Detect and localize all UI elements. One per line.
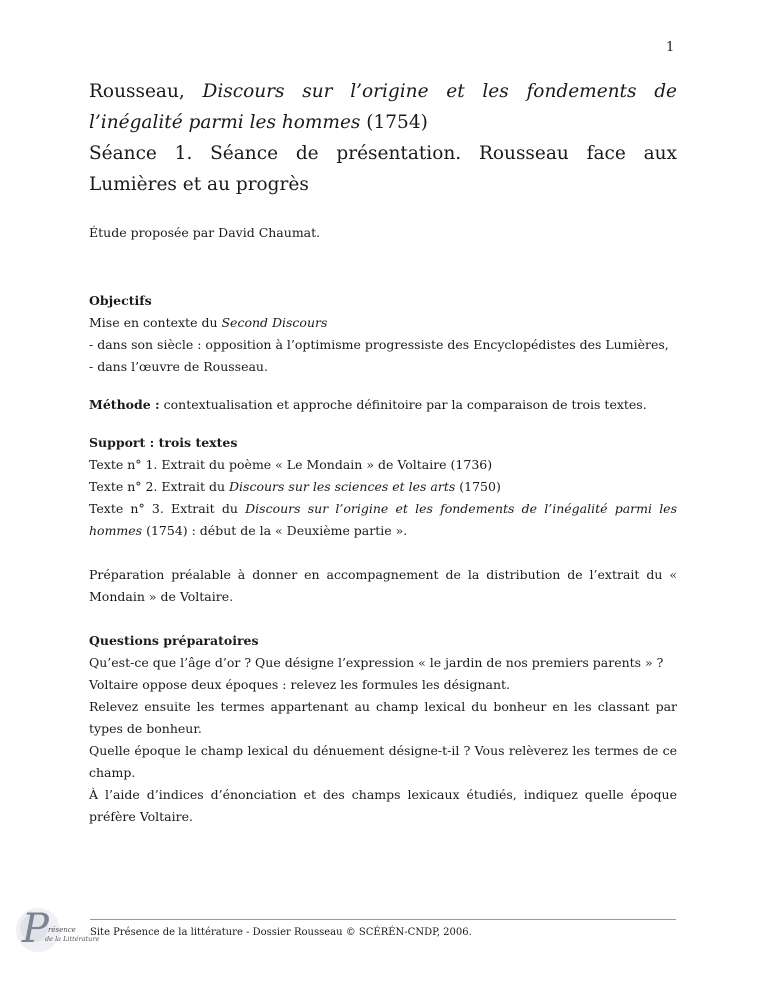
questions-section	[89, 630, 677, 828]
svg-text:P: P	[22, 906, 49, 952]
objectifs-heading: Objectifs	[89, 293, 152, 308]
title-author: Rousseau,	[89, 81, 203, 102]
objectifs-line-1	[89, 312, 677, 334]
title-year: (1754)	[360, 112, 428, 133]
page-number: 1	[666, 40, 675, 55]
support-text-3-prefix: Texte n° 3. Extrait du	[89, 501, 246, 516]
svg-text:résence: résence	[48, 926, 76, 934]
support-text-3	[89, 498, 677, 542]
support-text-1: Texte n° 1. Extrait du poème « Le Mondain » de Voltaire (1736)	[89, 457, 493, 472]
question-item: À l’aide d’indices d’énonciation et des champs lexicaux étudiés, indiquez quelle époque préfère Voltaire.	[89, 787, 677, 824]
session-title: Séance 1. Séance de présentation. Rousseau face aux Lumières et au progrès	[89, 143, 677, 195]
methode-line	[89, 394, 677, 416]
question-item: Qu’est-ce que l’âge d’or ? Que désigne l’expression « le jardin de nos premiers parents » ?	[89, 655, 664, 670]
support-section	[89, 432, 677, 542]
author-line: Étude proposée par David Chaumat.	[89, 225, 321, 240]
methode-text: contextualisation et approche définitoire par la comparaison de trois textes.	[159, 397, 647, 412]
support-text-2-italic: Discours sur les sciences et les arts	[229, 479, 456, 494]
objectifs-line-1-italic: Second Discours	[221, 315, 328, 330]
question-item: Relevez ensuite les termes appartenant au champ lexical du bonheur en les classant par types de bonheur.	[89, 699, 677, 736]
document-body	[89, 76, 677, 828]
support-text-3-italic: Discours sur l’origine et les fondements de l’inégalité parmi les hommes	[89, 501, 677, 538]
support-text-2-prefix: Texte n° 2. Extrait du	[89, 479, 230, 494]
footer-divider	[90, 919, 676, 920]
footer-credit: Site Présence de la littérature - Dossier Rousseau © SCÉRÉN-CNDP, 2006.	[90, 927, 472, 938]
objectifs-section	[89, 290, 677, 378]
title-work: Discours sur l’origine et les fondements de l’inégalité parmi les hommes	[89, 81, 678, 133]
support-heading: Support : trois textes	[89, 435, 238, 450]
support-text-3-suffix: (1754) : début de la « Deuxième partie ».	[142, 523, 408, 538]
questions-heading: Questions préparatoires	[89, 633, 259, 648]
question-item: Quelle époque le champ lexical du dénuement désigne-t-il ? Vous relèverez les termes de ce champ.	[89, 743, 677, 780]
svg-text:de la Littérature: de la Littérature	[45, 935, 100, 943]
methode-heading: Méthode :	[89, 397, 160, 412]
preparation-paragraph: Préparation préalable à donner en accompagnement de la distribution de l’extrait du « Mondain » de Voltaire.	[89, 567, 677, 604]
objectifs-line-1-text: Mise en contexte du	[89, 315, 222, 330]
support-text-2-suffix: (1750)	[455, 479, 501, 494]
question-item: Voltaire oppose deux époques : relevez les formules les désignant.	[89, 677, 511, 692]
objectifs-line-2: - dans son siècle : opposition à l’optimisme progressiste des Encyclopédistes des Lumières,	[89, 337, 669, 352]
support-text-2	[89, 476, 677, 498]
objectifs-line-3: - dans l’œuvre de Rousseau.	[89, 359, 268, 374]
document-title	[89, 76, 677, 138]
presence-litterature-logo	[12, 898, 100, 962]
